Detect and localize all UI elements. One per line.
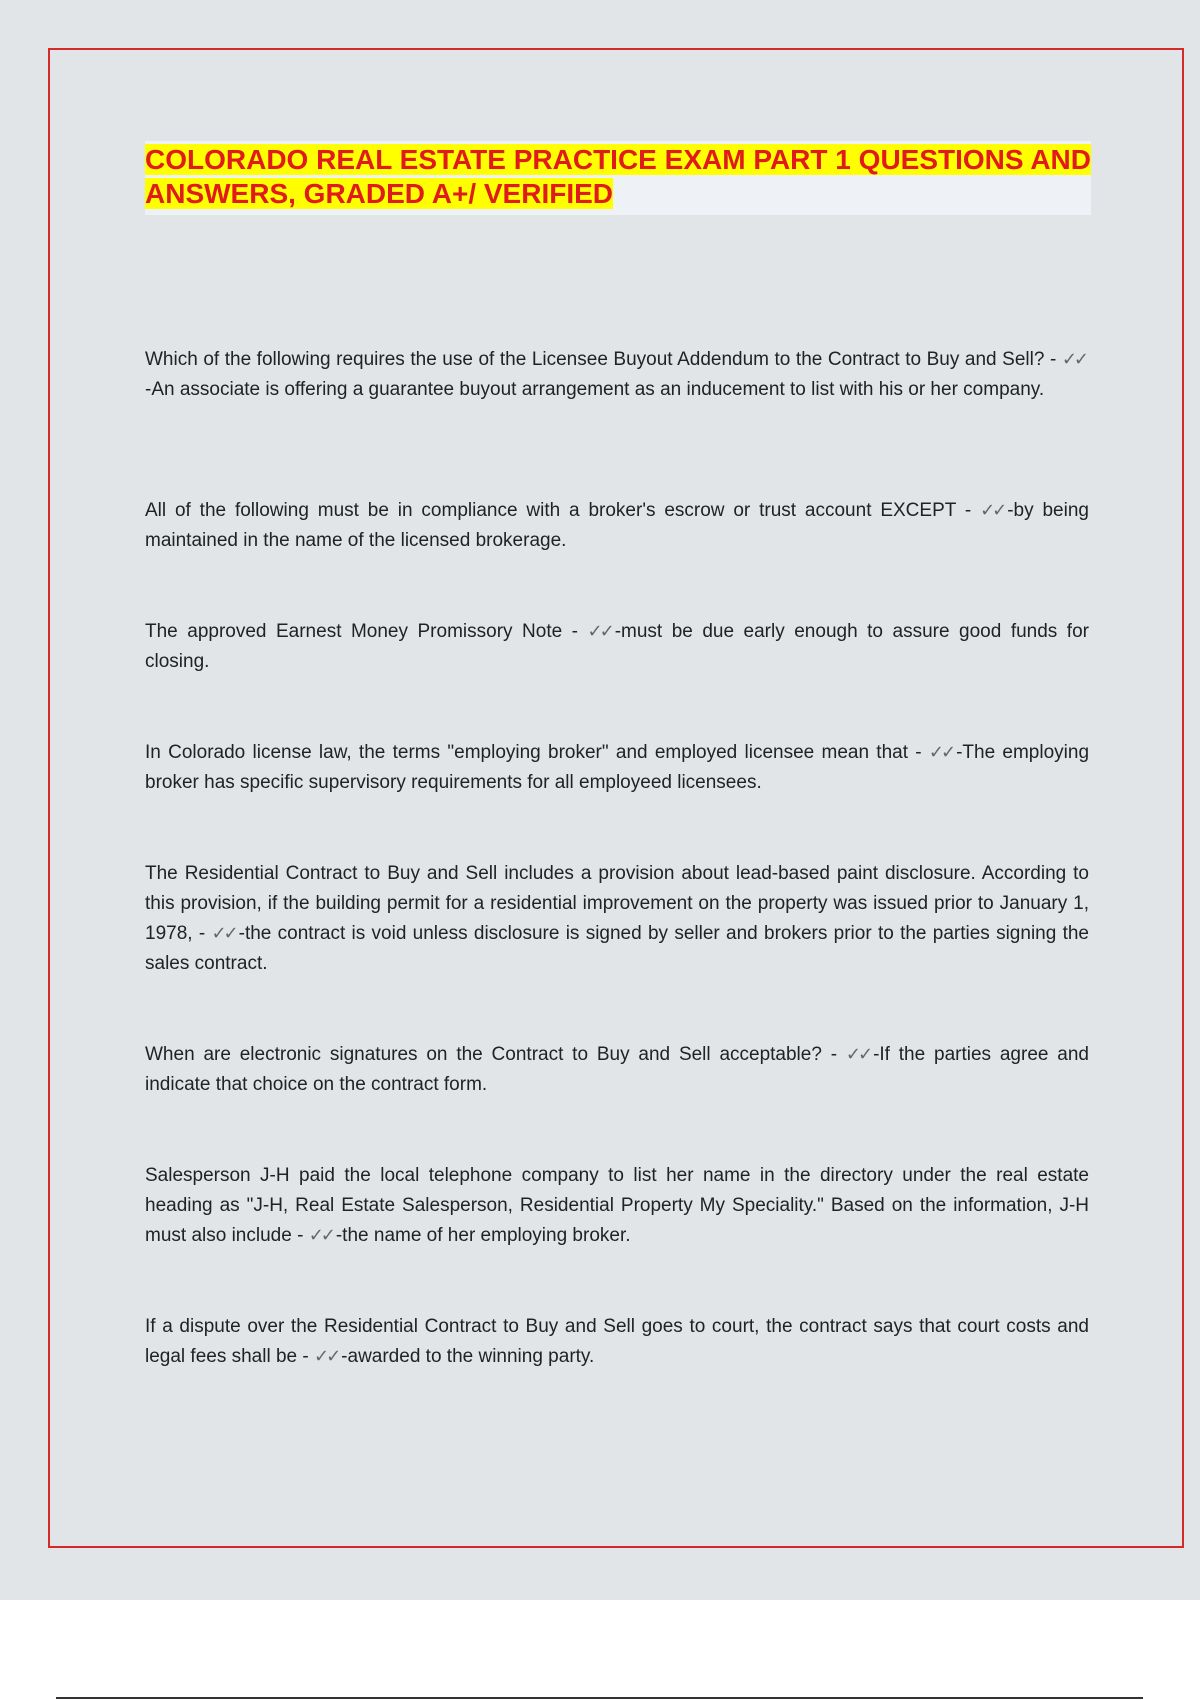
qa-item: [145, 738, 1090, 793]
double-checkmark-icon: ✓✓: [211, 923, 236, 944]
qa-item: [145, 496, 1089, 551]
answer-text: -the name of her employing broker.: [335, 1225, 631, 1246]
title-block: [145, 141, 1091, 215]
answer-text: -If the parties agree and indicate that choice on the contract form.: [145, 1044, 1089, 1095]
answer-text: -the contract is void unless disclosure is signed by seller and brokers prior to the parties signing the sales contract.: [145, 923, 1089, 974]
qa-item: [145, 345, 1089, 415]
question-text: All of the following must be in compliance with a broker's escrow or trust account EXCEPT -: [145, 500, 981, 521]
question-text: Which of the following requires the use of the Licensee Buyout Addendum to the Contract to Buy and Sell? -: [145, 349, 1062, 370]
qa-item: [145, 1161, 1089, 1246]
qa-item: [145, 1040, 1089, 1095]
qa-item: [145, 1312, 1089, 1367]
answer-text: -must be due early enough to assure good funds for closing.: [145, 621, 1089, 672]
double-checkmark-icon: ✓✓: [845, 1044, 871, 1065]
double-checkmark-icon: ✓✓: [308, 1225, 333, 1246]
double-checkmark-icon: ✓✓: [1061, 349, 1086, 370]
answer-text: -awarded to the winning party.: [341, 1346, 595, 1367]
qa-item: [145, 617, 1089, 672]
answer-text: -An associate is offering a guarantee buyout arrangement as an inducement to list with his or her company.: [145, 379, 1045, 400]
question-text: The Residential Contract to Buy and Sell includes a provision about lead-based paint disclosure. According to this provision, if the building permit for a residential improvement on the property was issued prior to January 1, 1978, -: [145, 863, 1089, 944]
question-text: Salesperson J-H paid the local telephone company to list her name in the directory under the real estate heading as "J-H, Real Estate Salesperson, Residential Property My Speciality." Based on the information, J-H must also include -: [145, 1165, 1089, 1246]
double-checkmark-icon: ✓✓: [587, 621, 612, 642]
question-answer-list: [145, 345, 1090, 1367]
double-checkmark-icon: ✓✓: [928, 742, 954, 763]
answer-text: -by being maintained in the name of the licensed brokerage.: [145, 500, 1089, 551]
footer-divider: [56, 1697, 1143, 1699]
double-checkmark-icon: ✓✓: [980, 500, 1005, 521]
qa-item: [145, 859, 1089, 974]
title-highlight: COLORADO REAL ESTATE PRACTICE EXAM PART 1 QUESTIONS AND ANSWERS, GRADED A+/ VERIFIED: [145, 144, 1091, 209]
question-text: In Colorado license law, the terms "employing broker" and employed licensee mean that -: [145, 742, 929, 763]
document-title: [145, 141, 1091, 211]
double-checkmark-icon: ✓✓: [314, 1346, 339, 1367]
question-text: If a dispute over the Residential Contract to Buy and Sell goes to court, the contract says that court costs and legal fees shall be -: [145, 1316, 1089, 1367]
question-text: The approved Earnest Money Promissory Note -: [145, 621, 588, 642]
answer-text: -The employing broker has specific supervisory requirements for all employeed licensees.: [145, 742, 1090, 793]
question-text: When are electronic signatures on the Contract to Buy and Sell acceptable? -: [145, 1044, 846, 1065]
